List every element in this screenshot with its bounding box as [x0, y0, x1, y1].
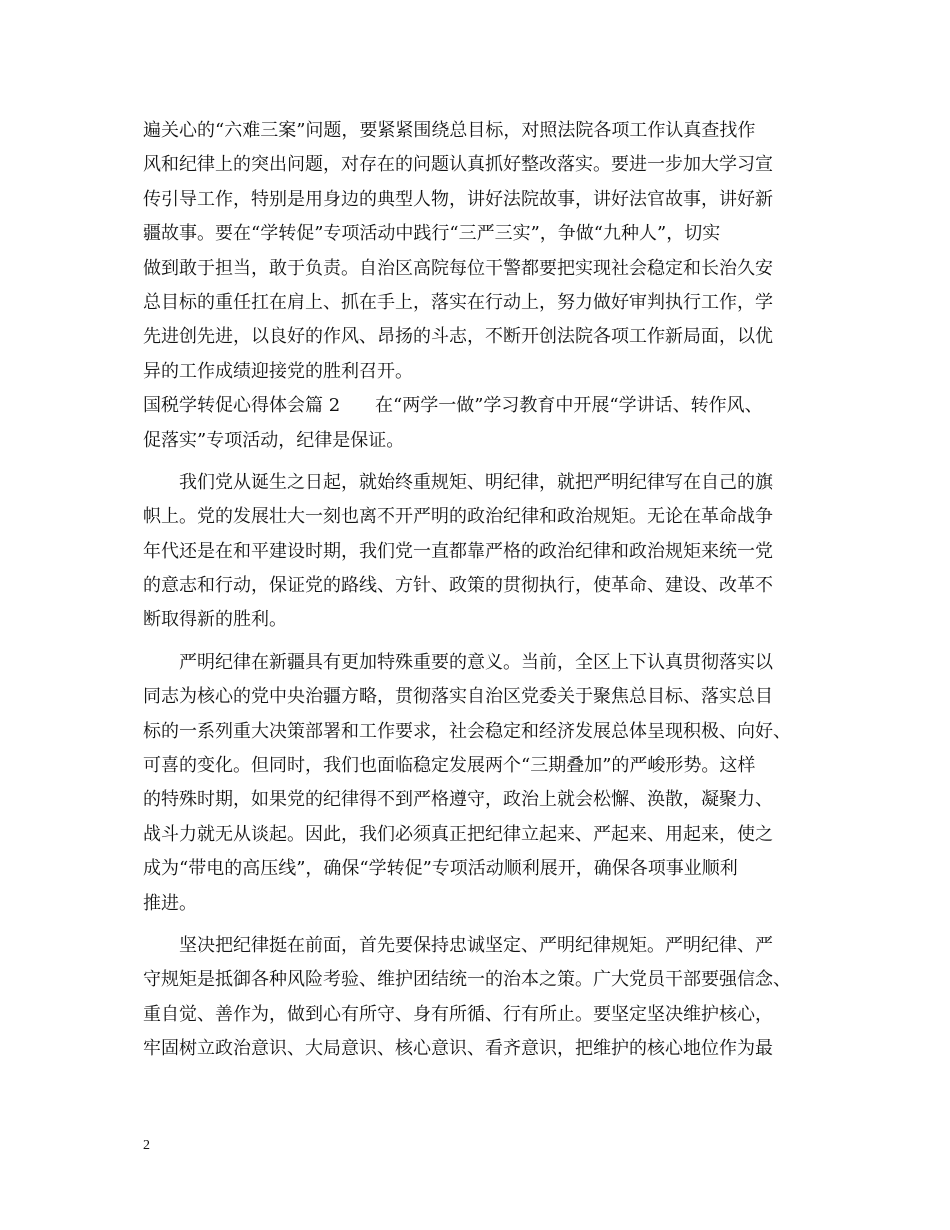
text-line: 我们党从诞生之日起，就始终重规矩、明纪律，就把严明纪律写在自己的旗 [179, 471, 773, 493]
text-line: 年代还是在和平建设时期，我们党一直都靠严格的政治纪律和政治规矩来统一党 [143, 540, 773, 562]
section-intro-text: 在“两学一做”学习教育中开展“学讲话、转作风、 [375, 395, 763, 417]
text-line: 遍关心的“六难三案”问题，要紧紧围绕总目标，对照法院各项工作认真查找作 [143, 120, 756, 141]
page-number: 2 [143, 1138, 150, 1153]
section-heading-line [143, 389, 823, 423]
paragraph [143, 646, 823, 921]
text-line: 可喜的变化。但同时，我们也面临稳定发展两个“三期叠加”的严峻形势。这样 [143, 755, 756, 777]
text-line: 标的一系列重大决策部署和工作要求，社会稳定和经济发展总体呈现积极、向好、 [143, 720, 791, 742]
text-line: 先进创先进，以良好的作风、昂扬的斗志，不断开创法院各项工作新局面，以优 [143, 326, 773, 348]
text-line: 坚决把纪律挺在前面，首先要保持忠诚坚定、严明纪律规矩。严明纪律、严 [179, 934, 773, 956]
paragraph [143, 466, 823, 638]
text-line: 重自觉、善作为，做到心有所守、身有所循、行有所止。要坚定坚决维护核心， [143, 1003, 773, 1025]
section-heading: 国税学转促心得体会篇 2 [143, 395, 341, 417]
text-line: 的意志和行动，保证党的路线、方针、政策的贯彻执行，使革命、建设、改革不 [143, 575, 773, 597]
text-line: 严明纪律在新疆具有更加特殊重要的意义。当前，全区上下认真贯彻落实以 [179, 651, 773, 673]
text-line: 传引导工作，特别是用身边的典型人物，讲好法院故事，讲好法官故事，讲好新 [143, 188, 773, 210]
text-line: 同志为核心的党中央治疆方略，贯彻落实自治区党委关于聚焦总目标、落实总目 [143, 686, 773, 708]
document-body [143, 114, 823, 1067]
text-line: 疆故事。要在“学转促”专项活动中践行“三严三实”，争做“九种人”，切实 [143, 223, 721, 245]
text-line: 异的工作成绩迎接党的胜利召开。 [143, 360, 413, 382]
text-line: 促落实”专项活动，纪律是保证。 [143, 429, 405, 451]
text-line: 战斗力就无从谈起。因此，我们必须真正把纪律立起来、严起来、用起来，使之 [143, 823, 773, 845]
text-line: 的特殊时期，如果党的纪律得不到严格遵守，政治上就会松懈、涣散，凝聚力、 [143, 789, 773, 811]
paragraph [143, 929, 823, 1067]
text-line: 成为“带电的高压线”，确保“学转促”专项活动顺利展开，确保各项事业顺利 [143, 858, 738, 880]
text-line: 牢固树立政治意识、大局意识、核心意识、看齐意识，把维护的核心地位作为最 [143, 1038, 773, 1060]
text-line: 守规矩是抵御各种风险考验、维护团结统一的治本之策。广大党员干部要强信念、 [143, 969, 791, 991]
section-intro [143, 389, 823, 458]
text-line: 断取得新的胜利。 [143, 609, 287, 631]
text-line: 推进。 [143, 892, 197, 914]
text-line: 风和纪律上的突出问题，对存在的问题认真抓好整改落实。要进一步加大学习宣 [143, 154, 773, 176]
paragraph-continuation [143, 114, 823, 389]
text-line: 做到敢于担当，敢于负责。自治区高院每位干警都要把实现社会稳定和长治久安 [143, 257, 773, 279]
text-line: 总目标的重任扛在肩上、抓在手上，落实在行动上，努力做好审判执行工作，学 [143, 291, 773, 313]
text-line: 帜上。党的发展壮大一刻也离不开严明的政治纪律和政治规矩。无论在革命战争 [143, 506, 773, 528]
